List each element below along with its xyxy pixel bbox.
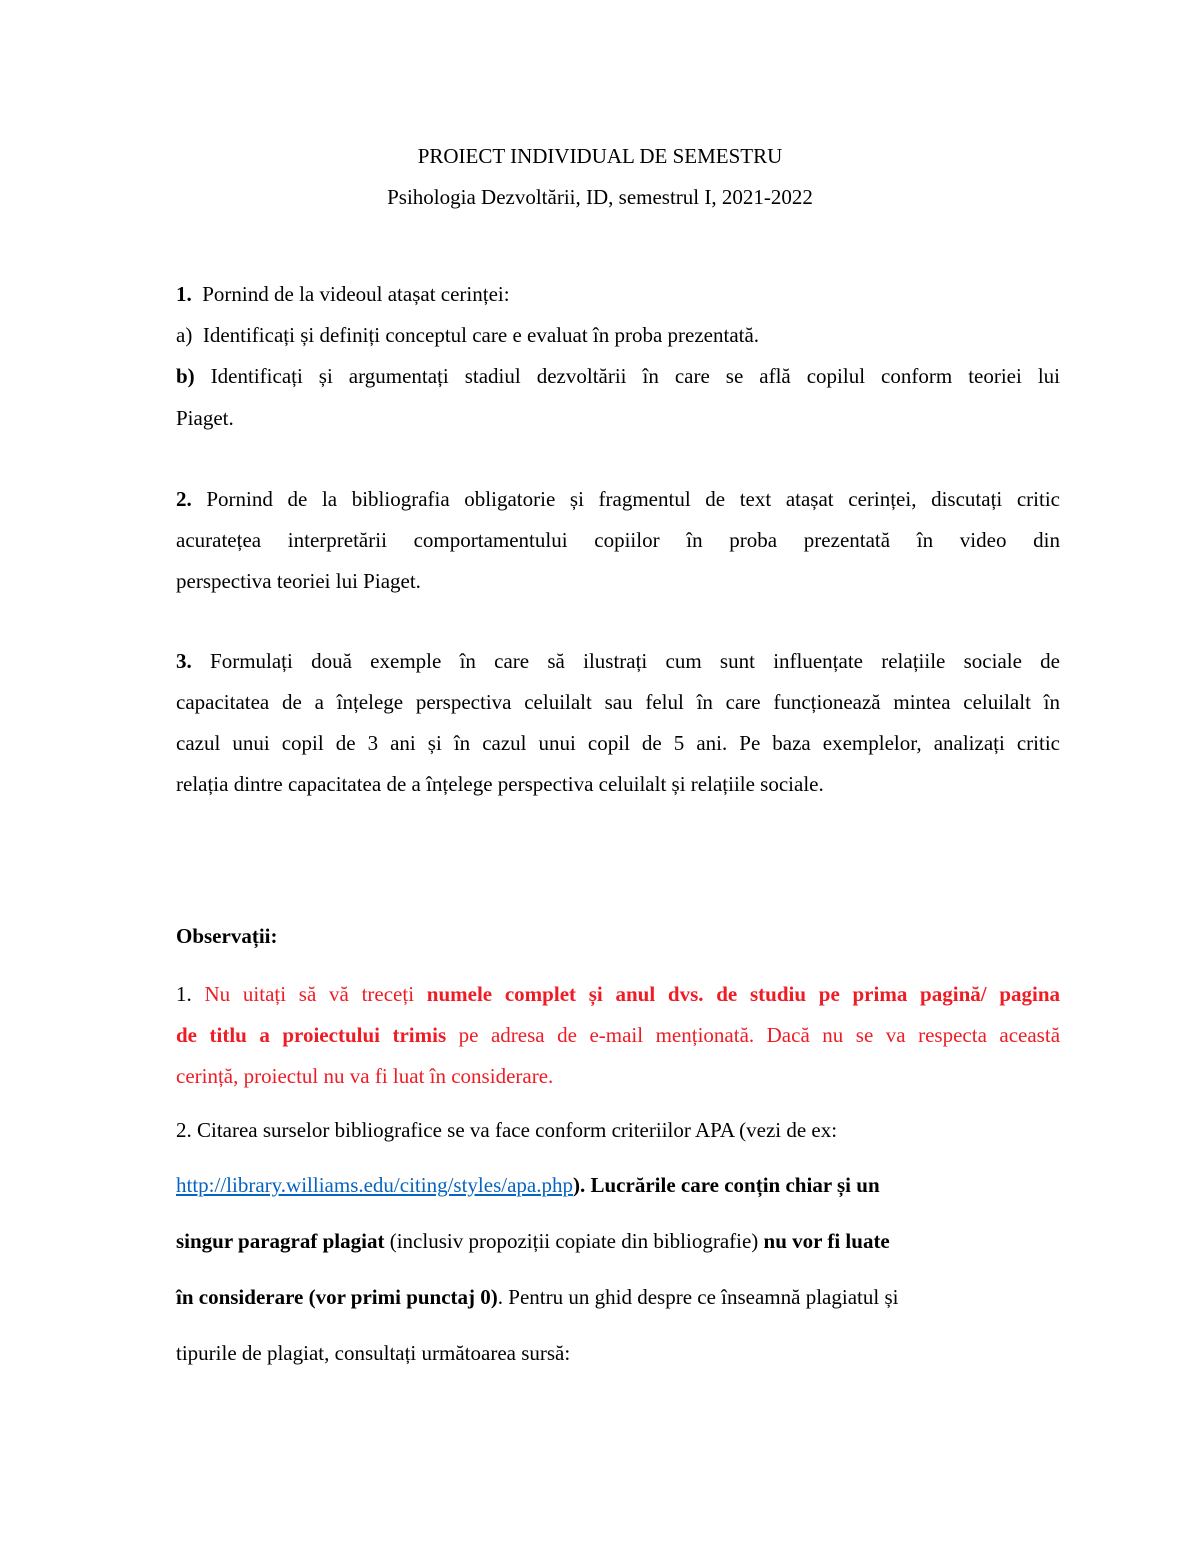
- question-1a-label: a): [176, 323, 193, 347]
- question-3-line-4: relația dintre capacitatea de a înțelege perspectiva celuilalt și relațiile sociale.: [176, 772, 824, 796]
- question-1-text: Pornind de la videoul atașat cerinței:: [202, 282, 510, 306]
- question-1: [176, 284, 510, 305]
- observation-1-text-d: pe adresa de e-mail menționată. Dacă nu se va respecta această: [458, 1023, 1061, 1047]
- question-1b-continuation: Piaget.: [176, 406, 234, 430]
- document-title: PROIECT INDIVIDUAL DE SEMESTRU: [417, 144, 783, 168]
- question-1a: [176, 325, 759, 346]
- observation-1-line-2: [176, 1025, 1060, 1046]
- observation-1-text-b: numele complet și anul dvs. de studiu pe prima pagină/ pagina: [426, 982, 1061, 1006]
- observation-1-text-a: Nu uitați să vă treceți: [204, 982, 415, 1006]
- observation-1-line-1: [176, 984, 1060, 1005]
- observation-1-number: 1.: [176, 982, 192, 1006]
- observation-2-line-2: [176, 1175, 880, 1196]
- question-3-line-3: cazul unui copil de 3 ani și în cazul unui copil de 5 ani. Pe baza exemplelor, analizați critic: [176, 731, 1060, 755]
- question-1a-text: Identificați și definiți conceptul care e evaluat în proba prezentată.: [202, 323, 760, 347]
- observation-2-line-1: 2. Citarea surselor bibliografice se va face conform criteriilor APA (vezi de ex:: [176, 1118, 838, 1142]
- question-3-text-1: Formulați două exemple în care să ilustrați cum sunt influențate relațiile sociale de: [210, 649, 1061, 673]
- apa-link[interactable]: http://library.williams.edu/citing/styles/apa.php: [176, 1173, 573, 1197]
- observation-2-text-h: . Pentru un ghid despre ce înseamnă plagiatul și: [497, 1285, 899, 1309]
- question-2-number: 2.: [176, 487, 192, 511]
- question-1b: [176, 366, 1060, 387]
- observation-2-text-f: nu vor fi luate: [763, 1229, 890, 1253]
- question-2-text-1: Pornind de la bibliografia obligatorie și fragmentul de text atașat cerinței, discutați critic: [206, 487, 1060, 511]
- observation-2-text-c: Lucrările care conțin chiar și un: [590, 1173, 880, 1197]
- observation-2-line-5: tipurile de plagiat, consultați următoarea sursă:: [176, 1341, 571, 1365]
- observation-2-line-3: [176, 1231, 890, 1252]
- observations-heading-text: Observații:: [176, 924, 278, 948]
- observation-1-line-3: cerință, proiectul nu va fi luat în considerare.: [176, 1064, 554, 1088]
- document-subtitle: Psihologia Dezvoltării, ID, semestrul I, 2021-2022: [387, 185, 813, 209]
- question-1b-label: b): [176, 364, 195, 388]
- observation-2-text-b: ).: [573, 1173, 586, 1197]
- observation-2-text-g: în considerare (vor primi punctaj 0): [176, 1285, 498, 1309]
- observations-heading: [176, 926, 277, 947]
- question-3-number: 3.: [176, 649, 192, 673]
- observation-2-line-4: [176, 1287, 898, 1308]
- question-1b-text: Identificați și argumentați stadiul dezvoltării în care se află copilul conform teoriei lui: [210, 364, 1061, 388]
- question-1-number: 1.: [176, 282, 192, 306]
- observation-2-text-d: singur paragraf plagiat: [176, 1229, 385, 1253]
- question-3-line-1: [176, 651, 1060, 672]
- observation-1-text-c: de titlu a proiectului trimis: [176, 1023, 447, 1047]
- observation-2-text-e: (inclusiv propoziții copiate din bibliografie): [389, 1229, 759, 1253]
- question-2-line-2: acuratețea interpretării comportamentului copiilor în proba prezentată în video din: [176, 528, 1060, 552]
- question-3-line-2: capacitatea de a înțelege perspectiva celuilalt sau felul în care funcționează mintea celuilalt în: [176, 690, 1060, 714]
- question-2-line-3: perspectiva teoriei lui Piaget.: [176, 569, 421, 593]
- question-2-line-1: [176, 489, 1060, 510]
